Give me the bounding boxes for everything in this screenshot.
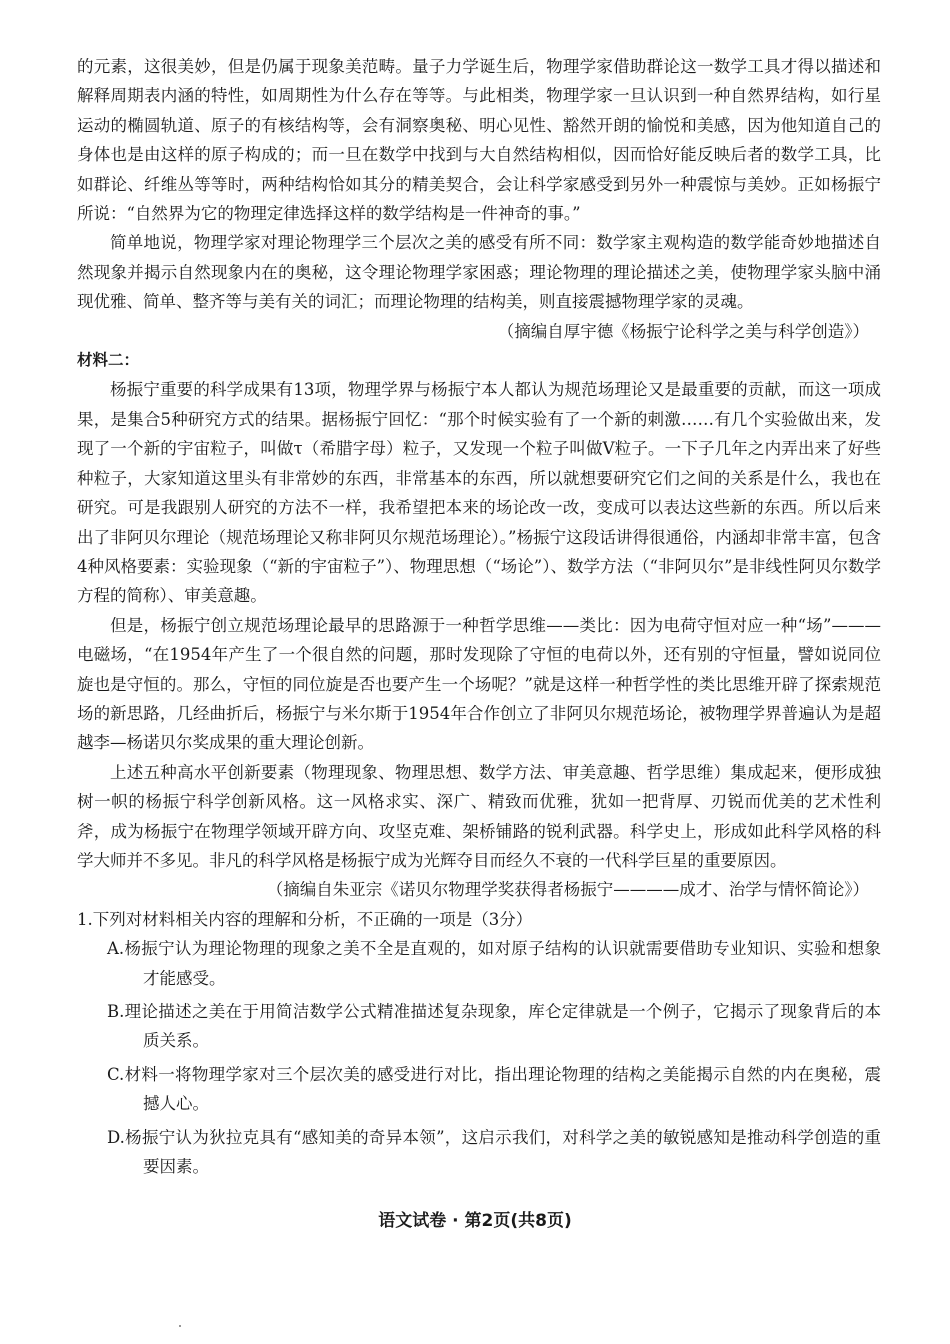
material-two-paragraph-3: 上述五种高水平创新要素（物理现象、物理思想、数学方法、审美意趣、哲学思维）集成起来，便形成独树一帜的杨振宁科学创新风格。这一风格求实、深广、精致而优雅，犹如一把背厚、刃锐而优美的艺术性利斧，成为杨振宁在物理学领域开辟方向、攻坚克难、架桥铺路的锐利武器。科学史上，形成如此科学风格的科学大师并不多见。非凡的科学风格是杨振宁成为光辉夺目而经久不衰的一代科学巨星的重要原因。 (77, 762, 881, 870)
material-one-source: （摘编自厚宇德《杨振宁论科学之美与科学创造》） (497, 321, 869, 341)
question-1-stem: 1.下列对材料相关内容的理解和分析，不正确的一项是（3分） (77, 909, 533, 929)
question-1-option-d: D.杨振宁认为狄拉克具有“感知美的奇异本领”，这启示我们，对科学之美的敏锐感知是推动科学创造的重要因素。 (107, 1127, 881, 1177)
question-1-option-a: A.杨振宁认为理论物理的现象之美不全是直观的，如对原子结构的认识就需要借助专业知识、实验和想象才能感受。 (107, 939, 881, 988)
material-two-source: （摘编自朱亚宗《诺贝尔物理学奖获得者杨振宁————成才、治学与情怀简论》） (266, 880, 869, 900)
material-two-paragraph-1: 杨振宁重要的科学成果有13项，物理学界与杨振宁本人都认为规范场理论又是最重要的贡献，而这一项成果，是集合5种研究方式的结果。据杨振宁回忆：“那个时候实验有了一个新的刺激……有几个实验做出来，发现了一个新的宇宙粒子，叫做τ（希腊字母）粒子，又发现一个粒子叫做V粒子。一下子几年之内弄出来了好些种粒子，大家知道这里头有非常妙的东西，非常基本的东西，所以就想要研究它们之间的关系是什么，我也在研究。可是我跟别人研究的方法不一样，我希望把本来的场论改一改，变成可以表达这些新的东西。所以后来出了非阿贝尔理论（规范场理论又称非阿贝尔规范场理论）。”杨振宁这段话讲得很通俗，内涵却非常丰富，包含4种风格要素：实验现象（“新的宇宙粒子”）、物理思想（“场论”）、数学方法（“非阿贝尔”是非线性阿贝尔数学方程的简称）、审美意趣。 (77, 380, 881, 606)
question-1-option-c: C.材料一将物理学家对三个层次美的感受进行对比，指出理论物理的结构之美能揭示自然的内在奥秘，震撼人心。 (107, 1064, 881, 1114)
page-footer: 语文试卷 · 第2页(共8页) (378, 1211, 572, 1231)
material-two-heading: 材料二： (77, 351, 140, 370)
exam-page-content (77, 52, 881, 1185)
scan-dot (179, 1325, 181, 1327)
question-1-option-b: B.理论描述之美在于用简洁数学公式精准描述复杂现象，库仑定律就是一个例子，它揭示了现象背后的本质关系。 (107, 1002, 881, 1051)
material-one-paragraph-continued: 的元素，这很美妙，但是仍属于现象美范畴。量子力学诞生后，物理学家借助群论这一数学工具才得以描述和解释周期表内涵的特性，如周期性为什么存在等等。与此相类，物理学家一旦认识到一种自然界结构，如行星运动的椭圆轨道、原子的有核结构等，会有洞察奥秘、明心见性、豁然开朗的愉悦和美感，因为他知道自己的身体也是由这样的原子构成的；而一旦在数学中找到与大自然结构相似，因而恰好能反映后者的数学工具，比如群论、纤维丛等等时，两种结构恰如其分的精美契合，会让科学家感受到另外一种震惊与美妙。正如杨振宁所说：“自然界为它的物理定律选择这样的数学结构是一件神奇的事。” (77, 57, 881, 224)
material-two-paragraph-2: 但是，杨振宁创立规范场理论最早的思路源于一种哲学思维——类比：因为电荷守恒对应一种“场”———电磁场，“在1954年产生了一个很自然的问题，那时发现除了守恒的电荷以外，还有别的守恒量，譬如说同位旋也是守恒的。那么，守恒的同位旋是否也要产生一个场呢？”就是这样一种哲学性的类比思维开辟了探索规范场的新思路，几经曲折后，杨振宁与米尔斯于1954年合作创立了非阿贝尔规范场论，被物理学界普遍认为是超越李—杨诺贝尔奖成果的重大理论创新。 (77, 615, 881, 753)
material-one-paragraph-summary: 简单地说，物理学家对理论物理学三个层次之美的感受有所不同：数学家主观构造的数学能奇妙地描述自然现象并揭示自然现象内在的奥秘，这令理论物理学家困惑；理论物理的理论描述之美，使物理学家头脑中涌现优雅、简单、整齐等与美有关的词汇；而理论物理的结构美，则直接震撼物理学家的灵魂。 (77, 233, 881, 312)
